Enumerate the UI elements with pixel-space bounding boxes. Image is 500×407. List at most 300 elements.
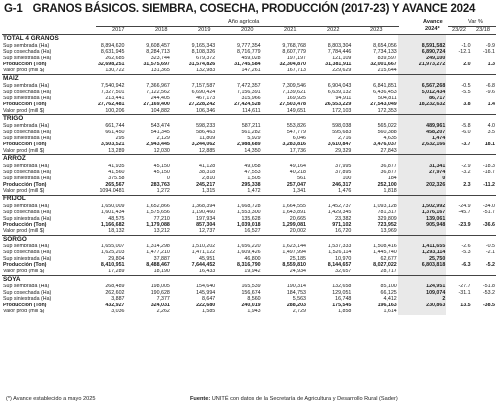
section-header xyxy=(2,75,496,84)
value-cell: 149,651 xyxy=(286,108,306,114)
var-cell: -3.2 xyxy=(461,169,471,176)
value-cell: 245,217 xyxy=(196,182,216,188)
section-title: SOYA xyxy=(2,275,398,284)
value-cell: 13,212 xyxy=(153,228,170,234)
value-cell: 147,261 xyxy=(241,67,261,74)
avance-cell xyxy=(398,195,447,204)
value-cell: 560,388 xyxy=(377,129,397,136)
var-cell: -0.5 xyxy=(485,243,495,250)
value-cell: 1,471,122 xyxy=(191,250,216,256)
value-cell: 26,553,229 xyxy=(324,101,352,108)
value-cell: 8,654,056 xyxy=(373,43,397,49)
value-cell: 1,190,460 xyxy=(191,209,216,216)
row-label: Valor prod (mill $) xyxy=(3,268,45,274)
value-cell: 265,567 xyxy=(105,182,125,188)
row-label: Sup cosechada (Ha) xyxy=(3,49,52,55)
value-cell: 215,644 xyxy=(377,67,397,74)
var-group-label: Var % xyxy=(468,19,483,25)
year-group-label: Año agrícola xyxy=(228,19,260,25)
var-cell: -11.2 xyxy=(483,182,495,188)
row-label: Producción (Ton) xyxy=(3,101,47,108)
value-cell: 288,203 xyxy=(286,302,306,308)
avance-cell: 21,973,272 xyxy=(398,62,447,68)
source-label: Fuente: xyxy=(190,396,211,402)
value-cell: 1,039,018 xyxy=(237,222,261,228)
value-cell: 49,058 xyxy=(244,163,261,169)
value-cell: 586,463 xyxy=(196,129,216,136)
value-cell: 104,882 xyxy=(150,108,170,114)
var-cell: -34.0 xyxy=(482,203,495,210)
var-cell xyxy=(472,148,496,155)
value-cell: 17,736 xyxy=(289,148,306,154)
value-cell: 20,665 xyxy=(289,216,306,222)
value-cell: 1,445,740 xyxy=(373,250,397,256)
value-cell: 6,046 xyxy=(292,135,306,142)
row-label: Sup cosechada (Ha) xyxy=(3,169,52,176)
avance-label: Avance xyxy=(423,19,443,25)
var-cell: -24.9 xyxy=(458,203,471,210)
section-header xyxy=(2,155,496,164)
value-cell: 1,818 xyxy=(383,188,397,194)
value-cell: 8,316,790 xyxy=(237,262,261,268)
value-cell: 8,108,326 xyxy=(191,49,216,55)
avance-cell: 8,591,582 xyxy=(398,43,447,49)
value-cell: 197,197 xyxy=(286,55,306,61)
value-cell: 8,488,467 xyxy=(146,262,170,268)
avance-cell: 905,948 xyxy=(398,222,447,228)
var-cell xyxy=(472,68,496,75)
value-cell: 77,210 xyxy=(153,216,170,222)
row-label: Producción (Ton) xyxy=(3,302,47,308)
value-cell: 154,640 xyxy=(196,283,216,290)
section-title: FRIJOL xyxy=(2,195,398,204)
value-cell: 257,047 xyxy=(286,182,306,188)
section-title: ARROZ xyxy=(2,155,398,164)
avance-cell xyxy=(398,108,447,115)
var-cell xyxy=(472,228,496,235)
row-label: Valor prod (mill $) xyxy=(3,67,45,74)
var-cell: -2.6 xyxy=(461,243,471,250)
value-cell: 7,156,391 xyxy=(237,89,261,95)
avance-cell: 31,341 xyxy=(398,164,447,170)
value-cell: 7,377 xyxy=(156,296,170,302)
value-cell: 106,346 xyxy=(196,108,216,114)
value-cell: 31,575,697 xyxy=(143,61,170,68)
var-cell: -5.8 xyxy=(461,123,471,129)
source-note xyxy=(190,396,398,402)
value-cell: 2,716 xyxy=(338,135,352,142)
value-cell: 8,284,713 xyxy=(146,49,170,55)
value-cell: 197,934 xyxy=(196,216,216,222)
value-cell: 46,800 xyxy=(244,256,261,262)
year-header: 2017 xyxy=(112,27,125,33)
value-cell: 45,951 xyxy=(199,256,216,262)
avance-cell xyxy=(398,35,447,44)
value-cell: 1,625,203 xyxy=(100,250,125,256)
var-cell: -5.3 xyxy=(461,250,471,256)
var-cell xyxy=(472,108,496,115)
value-cell: 37,887 xyxy=(153,256,170,262)
value-cell: 4,412 xyxy=(383,296,397,302)
var-cell: -3.7 xyxy=(461,142,471,148)
avance-cell: 2 xyxy=(398,296,447,302)
var-cell: -2.9 xyxy=(461,163,471,169)
value-cell: 5,929 xyxy=(247,135,261,142)
value-cell: 5,563 xyxy=(292,296,306,302)
value-cell: 6,904,043 xyxy=(327,83,352,89)
value-cell: 25,185 xyxy=(289,256,306,262)
value-cell: 7,309,546 xyxy=(282,83,306,89)
var-cell: -6.3 xyxy=(461,262,471,268)
value-cell: 679,372 xyxy=(196,55,216,61)
value-cell: 262,685 xyxy=(105,55,125,61)
row-label: Sup cosechada (Ha) xyxy=(3,209,52,216)
var-cell xyxy=(446,75,471,84)
value-cell: 1,664,555 xyxy=(282,203,306,210)
value-cell: 7,472,357 xyxy=(237,83,261,89)
value-cell: 1,314,298 xyxy=(146,243,170,250)
value-cell: 8,027,022 xyxy=(373,262,397,268)
avance-cell: 139,061 xyxy=(398,216,447,222)
value-cell: 66,125 xyxy=(380,290,397,296)
row-label: Valor prod (mill $) xyxy=(3,188,45,194)
value-cell: 7,327,501 xyxy=(100,89,125,95)
value-cell: 29,804 xyxy=(108,256,125,262)
year-header: 2021 xyxy=(284,27,297,33)
value-cell: 1,510,202 xyxy=(191,243,216,250)
value-cell: 8,144,657 xyxy=(327,262,352,268)
avance-cell: 6,890,724 xyxy=(398,49,447,55)
table-row xyxy=(2,309,496,315)
value-cell: 3,503,521 xyxy=(100,142,125,148)
row-label: Sup cosechada (Ha) xyxy=(3,250,52,256)
var-cell xyxy=(472,195,496,204)
var-header: 23/18 xyxy=(476,27,490,33)
value-cell: 598,233 xyxy=(196,123,216,129)
var-cell xyxy=(446,275,471,284)
value-cell: 661,450 xyxy=(105,129,125,136)
value-cell: 240,019 xyxy=(241,302,261,308)
value-cell: 213,441 xyxy=(105,95,125,102)
var-cell: -38.5 xyxy=(482,302,495,308)
value-cell: 7,366,967 xyxy=(146,83,170,89)
var-cell xyxy=(472,188,496,195)
year-header: 2018 xyxy=(155,27,168,33)
value-cell: 375.58 xyxy=(108,175,125,182)
value-cell: 184 xyxy=(387,175,397,182)
section-title: MAÍZ xyxy=(2,75,398,84)
value-cell: 1,601,434 xyxy=(100,209,125,216)
row-label: Sup siniestrada (Ha) xyxy=(3,216,52,222)
value-cell: 16,527 xyxy=(244,228,261,234)
value-cell: 172,353 xyxy=(377,108,397,114)
value-cell: 9,777,354 xyxy=(237,43,261,49)
row-label: Sup siniestrada (Ha) xyxy=(3,95,52,102)
value-cell: 9,768,768 xyxy=(282,43,306,49)
value-cell: 547,779 xyxy=(286,129,306,136)
value-cell: 8,560 xyxy=(247,296,261,302)
avance-cell: 1,474 xyxy=(398,136,447,142)
value-cell: 20,002 xyxy=(289,228,306,234)
value-cell: 3,036 xyxy=(111,308,125,315)
value-cell: 1,093,128 xyxy=(373,203,397,210)
value-cell: 2,262 xyxy=(156,308,170,315)
row-label: Sup sembrada (Ha) xyxy=(3,243,50,250)
var-cell xyxy=(446,148,471,155)
value-cell: 7,540,942 xyxy=(100,83,125,89)
value-cell: 12,737 xyxy=(199,228,216,234)
value-cell: 10,970 xyxy=(335,256,352,262)
value-cell: 135,628 xyxy=(241,216,261,222)
value-cell: 167,713 xyxy=(286,67,306,74)
value-cell: 1,623,144 xyxy=(282,243,306,250)
value-cell: 132,983 xyxy=(196,67,216,74)
value-cell: 1,341 xyxy=(292,188,306,194)
value-cell: 47,553 xyxy=(244,169,261,176)
value-cell: 252,100 xyxy=(377,182,397,188)
value-cell: 2,943,445 xyxy=(146,142,170,148)
value-cell: 38,318 xyxy=(199,169,216,176)
value-cell: 27,169,400 xyxy=(143,101,170,108)
year-header: 2022 xyxy=(327,27,340,33)
value-cell: 541,345 xyxy=(150,129,170,136)
value-cell: 184,753 xyxy=(286,290,306,296)
table-row xyxy=(2,188,496,195)
row-label: Sup sembrada (Ha) xyxy=(3,43,50,49)
var-cell xyxy=(472,275,496,284)
table-row xyxy=(2,228,496,235)
value-cell: 315,966 xyxy=(241,95,261,102)
var-cell: -18.3 xyxy=(482,163,495,169)
var-cell: 13.5 xyxy=(460,302,471,308)
var-cell xyxy=(446,155,471,164)
row-label: Producción (Ton) xyxy=(3,142,47,148)
value-cell: 1,299,081 xyxy=(282,222,306,228)
year-header: 2019 xyxy=(198,27,211,33)
value-cell: 6,436,453 xyxy=(373,89,397,95)
avance-cell: 1,376,167 xyxy=(398,210,447,216)
row-label: Sup siniestrada (Ha) xyxy=(3,55,52,61)
value-cell: 2,129 xyxy=(156,135,170,142)
value-cell: 2,729 xyxy=(292,308,306,315)
var-cell: 3.8 xyxy=(463,101,471,108)
var-cell: 18.1 xyxy=(484,142,495,148)
value-cell: 323,744 xyxy=(150,55,170,61)
value-cell: 62,677 xyxy=(380,256,397,262)
value-cell: 7,122,562 xyxy=(146,89,170,95)
value-cell: 595,683 xyxy=(332,129,352,136)
value-cell: 6,639,132 xyxy=(327,89,352,95)
row-label: Sup siniestrada (Ha) xyxy=(3,296,52,302)
value-cell: 27,843 xyxy=(380,148,397,154)
var-cell: 1.3 xyxy=(487,61,495,68)
var-cell: -16.1 xyxy=(482,49,495,55)
avance-cell: 86,717 xyxy=(398,96,447,102)
row-label: Producción (Ton) xyxy=(3,182,47,188)
value-cell: 1,609,426 xyxy=(237,250,261,256)
value-cell: 1,429,345 xyxy=(327,209,352,216)
value-cell: 41,560 xyxy=(108,169,125,176)
var-cell: 1.4 xyxy=(487,101,495,108)
value-cell: 132,658 xyxy=(332,283,352,290)
value-cell: 1,505 xyxy=(247,175,261,182)
value-cell: 1,643,891 xyxy=(282,209,306,216)
value-cell: 190,628 xyxy=(150,290,170,296)
value-cell: 504,811 xyxy=(377,95,397,102)
value-cell: 37,895 xyxy=(335,169,352,176)
avance-cell: 6,803,818 xyxy=(398,262,447,268)
var-cell xyxy=(446,235,471,244)
value-cell: 32,698,251 xyxy=(97,61,125,68)
value-cell: 7,734,133 xyxy=(373,49,397,55)
value-cell: 100 xyxy=(342,175,352,182)
value-cell: 48,575 xyxy=(108,216,125,222)
value-cell: 121,109 xyxy=(332,55,352,61)
figure-code: G-1 xyxy=(4,3,23,15)
row-label: Sup siniestrada (Ha) xyxy=(3,175,52,182)
value-cell: 1,368,394 xyxy=(191,203,216,210)
row-label: Valor prod (mill $) xyxy=(3,228,45,234)
var-cell: -51.8 xyxy=(482,283,495,290)
value-cell: 2,810 xyxy=(201,175,216,182)
avance-cell xyxy=(398,309,447,315)
var-cell: -5.5 xyxy=(461,89,471,95)
var-cell xyxy=(446,108,471,115)
value-cell: 283,763 xyxy=(150,182,170,188)
value-cell: 45,150 xyxy=(153,163,170,169)
year-header: 2020 xyxy=(241,27,254,33)
value-cell: 8,803,304 xyxy=(327,43,352,49)
section-header xyxy=(2,35,496,44)
value-cell: 553,826 xyxy=(286,123,306,129)
var-cell: -51.7 xyxy=(482,209,495,216)
value-cell: 1,508,416 xyxy=(373,243,397,250)
avance-cell: 2,632,166 xyxy=(398,142,447,148)
value-cell: 7,784,446 xyxy=(327,49,352,55)
var-cell xyxy=(446,228,471,235)
value-cell: 18,190 xyxy=(153,268,170,274)
value-cell: 27,228,242 xyxy=(188,101,216,108)
avance-cell xyxy=(398,228,447,235)
row-label: Sup siniestrada (Ha) xyxy=(3,135,52,142)
avance-cell: 1,411,655 xyxy=(398,244,447,250)
row-label: Valor prod (mill $) xyxy=(3,108,45,114)
var-cell: -0.5 xyxy=(461,83,471,89)
value-cell: 114,611 xyxy=(242,108,261,114)
footnote: (*) Avance establecido a mayo 2025 xyxy=(6,396,96,402)
value-cell: 781,317 xyxy=(377,209,397,216)
var-header: 23/22 xyxy=(452,27,466,33)
var-cell: -53.2 xyxy=(482,290,495,296)
var-cell: -2.1 xyxy=(485,250,495,256)
row-label: Producción (Ton) xyxy=(3,262,47,268)
value-cell: 1,272 xyxy=(156,188,170,194)
value-cell: 145,994 xyxy=(196,290,216,296)
value-cell: 295,338 xyxy=(241,182,261,188)
var-cell: -18.7 xyxy=(482,169,495,176)
value-cell: 1,477,210 xyxy=(146,250,170,256)
value-cell: 12,030 xyxy=(153,148,170,154)
var-cell xyxy=(472,35,496,44)
var-cell xyxy=(446,309,471,315)
value-cell: 27,762,481 xyxy=(97,101,125,108)
value-cell: 13,969 xyxy=(380,228,397,234)
section-header xyxy=(2,235,496,244)
section-title: TOTAL 4 GRANOS xyxy=(2,35,398,44)
row-label: Sup sembrada (Ha) xyxy=(3,83,50,89)
var-cell: -6.0 xyxy=(461,129,471,136)
value-cell: 329,809 xyxy=(377,216,397,222)
value-cell: 1,575,656 xyxy=(146,209,170,216)
var-cell xyxy=(446,269,471,276)
var-cell: 2.3 xyxy=(463,182,471,188)
avance-cell: 0 xyxy=(398,176,447,182)
value-cell: 17,289 xyxy=(108,268,125,274)
value-cell: 40,218 xyxy=(289,169,306,176)
row-label: Valor prod (mill $) xyxy=(3,308,45,315)
value-cell: 27,503,478 xyxy=(279,101,306,108)
var-cell: -6.8 xyxy=(485,83,495,89)
value-cell: 18,132 xyxy=(108,228,125,234)
row-label: Producción (Ton) xyxy=(3,222,47,228)
value-cell: 6,690,424 xyxy=(191,89,216,95)
value-cell: 37,995 xyxy=(335,163,352,169)
value-cell: 19,942 xyxy=(244,268,261,274)
var-cell: -45.7 xyxy=(458,209,471,216)
var-cell: -1.0 xyxy=(461,43,471,49)
value-cell: 3,610,847 xyxy=(327,142,352,148)
value-cell: 100,206 xyxy=(105,108,125,114)
avance-cell: 458,207 xyxy=(398,130,447,136)
value-cell: 31,574,826 xyxy=(188,61,216,68)
value-cell: 598,038 xyxy=(332,123,352,129)
value-cell: 8,631,945 xyxy=(100,49,125,55)
value-cell: 3,476,037 xyxy=(373,142,397,148)
table-row xyxy=(2,68,496,75)
value-cell: 7,157,587 xyxy=(191,83,216,89)
value-cell: 196,163 xyxy=(377,302,397,308)
value-cell: 1,526,114 xyxy=(328,250,352,256)
value-cell: 1,943 xyxy=(247,308,261,315)
section-header xyxy=(2,195,496,204)
value-cell: 1,472 xyxy=(247,188,261,194)
row-label: Sup sembrada (Ha) xyxy=(3,283,50,290)
value-cell: 1,650,009 xyxy=(100,203,125,210)
value-cell: 11,809 xyxy=(199,135,216,142)
avance-cell xyxy=(398,235,447,244)
value-cell: 229,629 xyxy=(332,67,352,74)
var-cell xyxy=(446,35,471,44)
value-cell: 661,744 xyxy=(105,123,125,129)
var-cell: -9.6 xyxy=(485,89,495,95)
value-cell: 31,745,584 xyxy=(234,61,261,68)
section-header xyxy=(2,275,496,284)
value-cell: 432,927 xyxy=(105,302,125,308)
avance-cell: 230,863 xyxy=(398,303,447,309)
value-cell: 8,559,810 xyxy=(282,262,306,268)
value-cell: 41,935 xyxy=(108,163,125,169)
avance-cell: 109,074 xyxy=(398,290,447,296)
var-cell xyxy=(472,269,496,276)
var-cell xyxy=(446,188,471,195)
var-cell: -9.9 xyxy=(485,43,495,49)
value-cell: 169,925 xyxy=(286,95,306,102)
figure-title: GRANOS BÁSICOS. SIEMBRA, COSECHA, PRODUCCIÓN (2017-23) Y AVANCE 2024 xyxy=(32,3,476,15)
var-cell xyxy=(446,115,471,124)
table-row xyxy=(2,108,496,115)
value-cell: 8,410,951 xyxy=(100,262,125,268)
value-cell: 723,952 xyxy=(377,222,397,228)
